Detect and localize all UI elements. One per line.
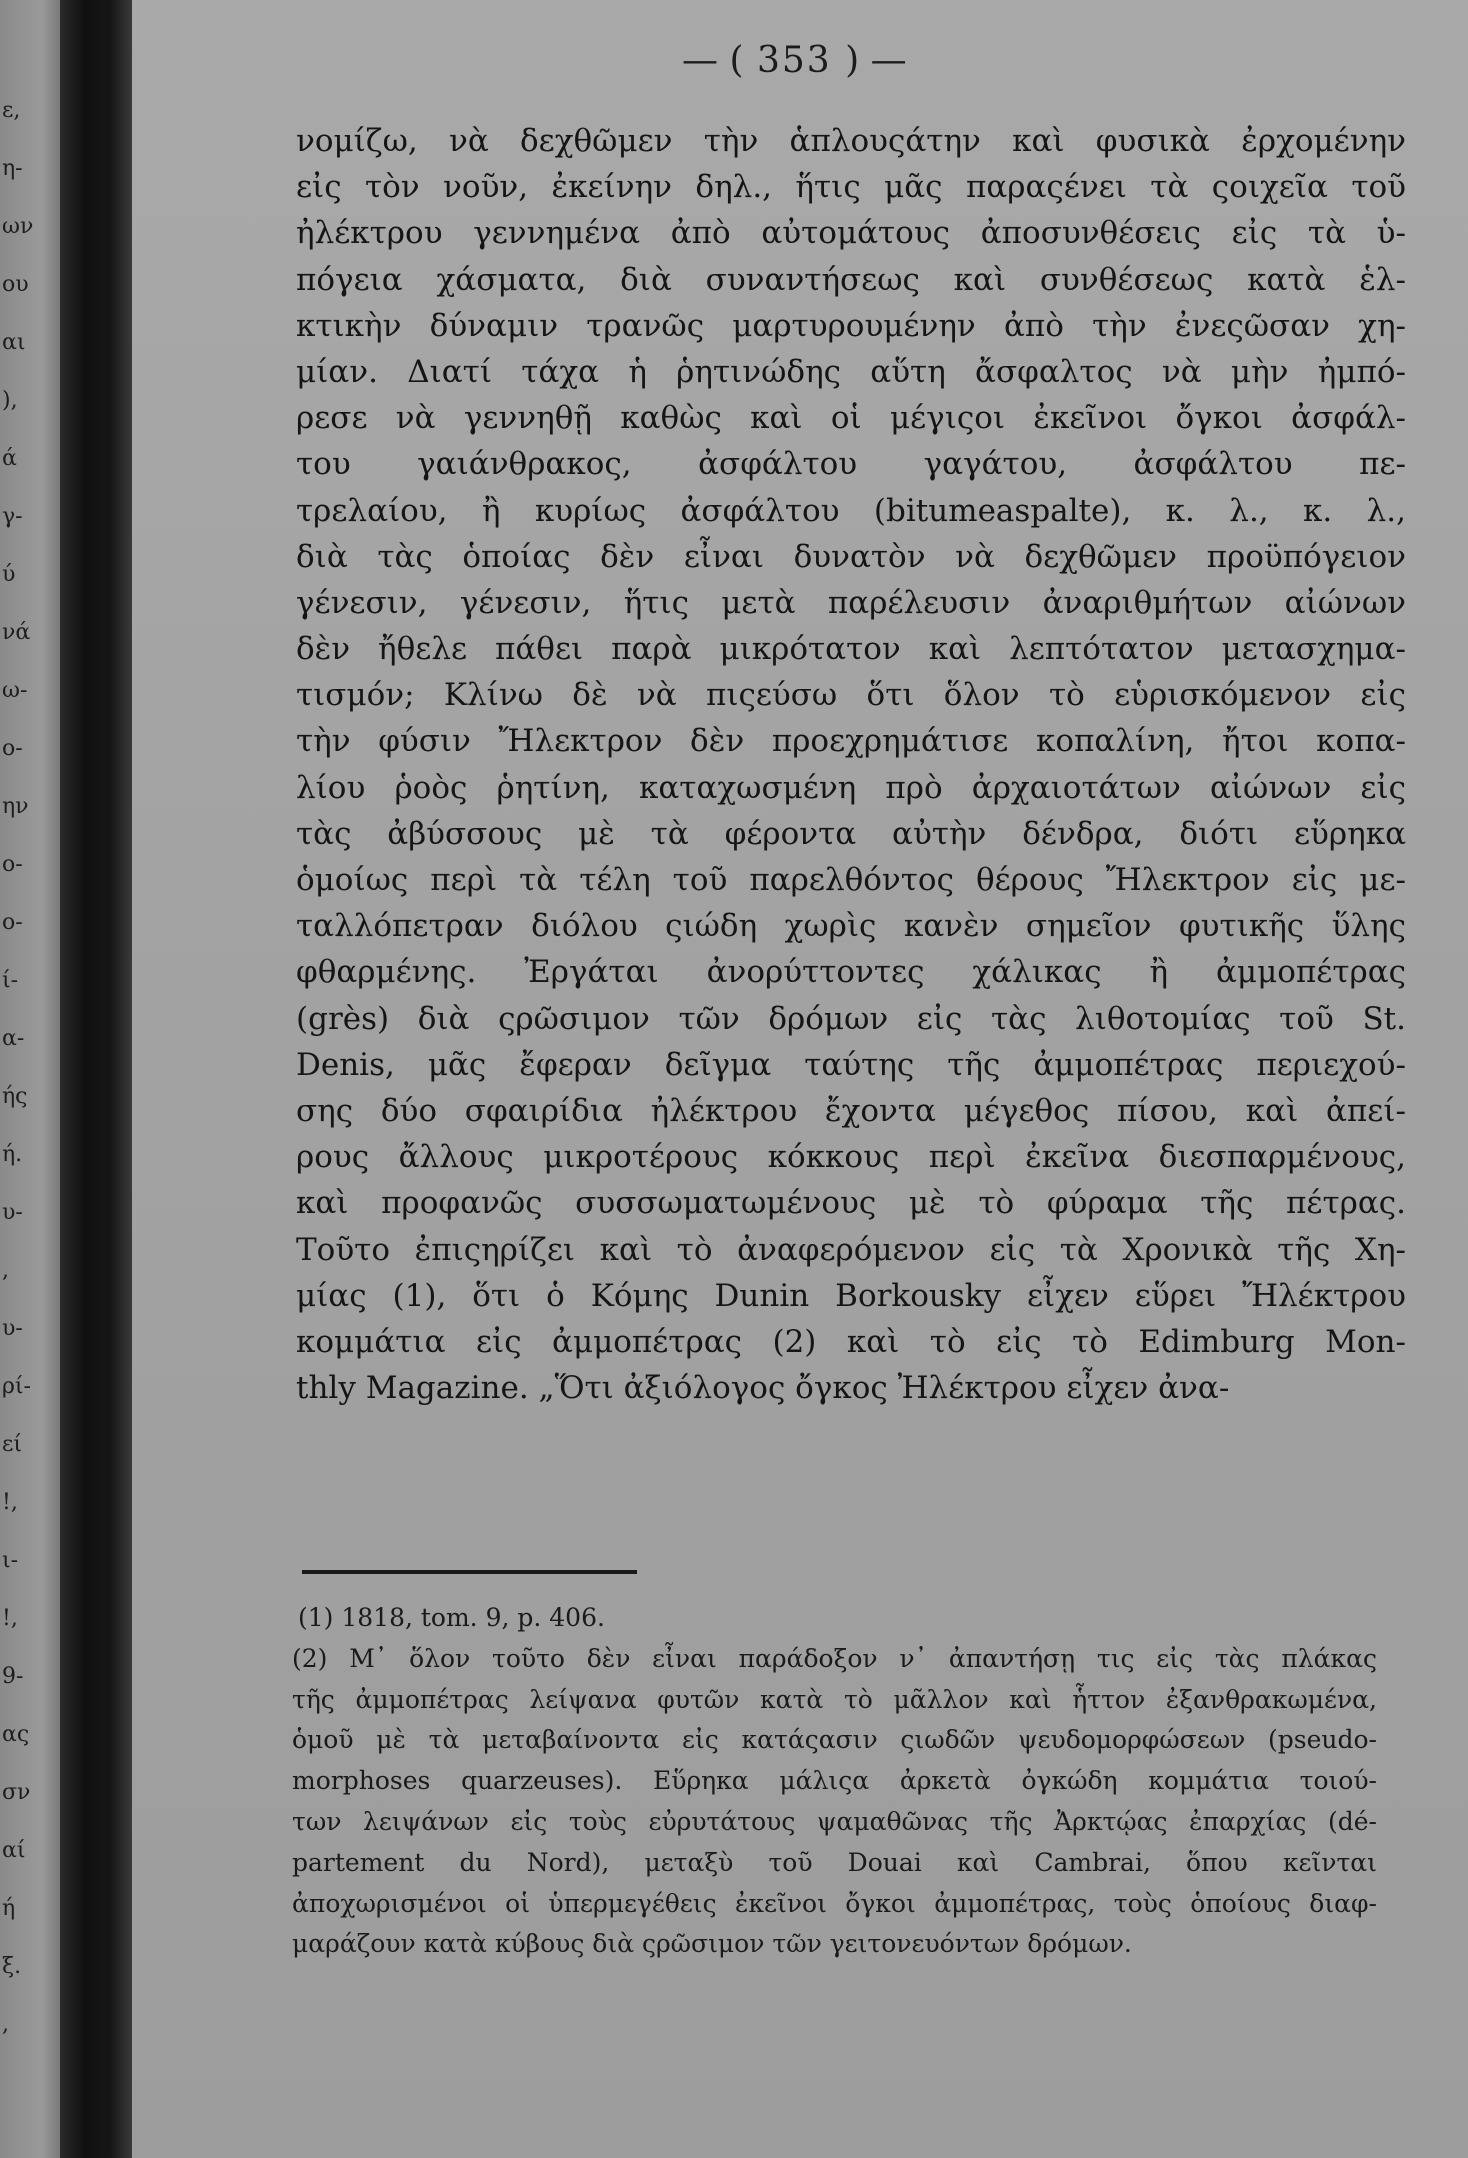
body-line: τὰς ἀβύσσους μὲ τὰ φέροντα αὐτὴν δένδρα, διότι εὕρηκα: [296, 815, 1406, 852]
left-page-fragment: αι: [2, 330, 26, 355]
left-page-fragment: ή: [2, 1896, 16, 1921]
left-page-fragment: α-: [2, 1026, 25, 1051]
left-page-fragment: ω-: [2, 678, 28, 703]
body-line: φθαρμένης. Ἐργάται ἀνορύττοντες χάλικας ἢ ἀμμοπέτρας: [296, 954, 1406, 991]
body-line: Τοῦτο ἐπιςηρίζει καὶ τὸ ἀναφερόμενον εἰς τὰ Χρονικὰ τῆς Χη-: [296, 1231, 1406, 1268]
footnote-line: ἀποχωρισμένοι οἱ ὑπερμεγέθεις ἐκεῖνοι ὄγκοι ἀμμοπέτρας, τοὺς ὁποίους διαφ-: [292, 1888, 1377, 1918]
body-line: σης δύο σφαιρίδια ἠλέκτρου ἔχοντα μέγεθος πίσου, καὶ ἀπεί-: [296, 1092, 1406, 1129]
left-page-fragment: ο-: [2, 910, 23, 935]
header-close: ) —: [845, 40, 907, 81]
left-page-fragment: ής: [2, 1084, 28, 1109]
body-line: thly Magazine. „Ὅτι ἀξιόλογος ὄγκος Ἠλέκτρου εἶχεν ἀνα-: [296, 1370, 1230, 1407]
footnote-line: ὁμοῦ μὲ τὰ μεταβαίνοντα εἰς κατάςασιν ςιωδῶν ψευδομορφώσεων (pseudo-: [292, 1725, 1377, 1755]
footnote-line: (2) Μ᾽ ὅλον τοῦτο δὲν εἶναι παράδοξον ν᾽ ἀπαντήσῃ τις εἰς τὰς πλάκας: [292, 1643, 1377, 1673]
left-page-fragment: 9-: [2, 1664, 24, 1689]
body-line: κομμάτια εἰς ἀμμοπέτρας (2) καὶ τὸ εἰς τὸ Edimburg Mon-: [296, 1323, 1406, 1360]
body-line: ρους ἄλλους μικροτέρους κόκκους περὶ ἐκεῖνα διεσπαρμένους,: [296, 1139, 1406, 1176]
left-page-fragment: γ-: [2, 504, 23, 529]
left-page-fragment: ι-: [2, 1548, 19, 1573]
left-page-fragment: υ-: [2, 1316, 23, 1341]
footnotes: [292, 1598, 1377, 1965]
footnote-line: τῆς ἀμμοπέτρας λείψανα φυτῶν κατὰ τὸ μᾶλλον καὶ ἧττον ἐξανθρακωμένα,: [292, 1684, 1377, 1714]
body-line: κτικὴν δύναμιν τρανῶς μαρτυρουμένην ἀπὸ τὴν ἐνεςῶσαν χη-: [296, 307, 1406, 344]
page-header: [682, 40, 1022, 81]
body-line: ἠλέκτρου γεννημένα ἀπὸ αὐτομάτους ἀποσυνθέσεις εἰς τὰ ὑ-: [296, 215, 1406, 252]
left-page-fragment: ύ: [2, 562, 16, 587]
left-page-fragment: !,: [2, 1606, 18, 1631]
left-page-fragment: ου: [2, 272, 29, 297]
book-gutter: [60, 0, 132, 2158]
body-line: λίου ῥοὸς ῥητίνη, καταχωσμένη πρὸ ἀρχαιοτάτων αἰώνων εἰς: [296, 769, 1406, 806]
body-line: μίας (1), ὅτι ὁ Κόμης Dunin Borkousky εἶχεν εὕρει Ἤλέκτρου: [296, 1277, 1406, 1314]
header-open: — (: [682, 40, 744, 81]
body-line: πόγεια χάσματα, διὰ συναντήσεως καὶ συνθέσεως κατὰ ἑλ-: [296, 261, 1406, 298]
footnote-line: των λειψάνων εἰς τοὺς εὐρυτάτους ψαμαθῶνας τῆς Ἀρκτῴας ἐπαρχίας (dé-: [292, 1806, 1377, 1836]
left-page-fragment: σν: [2, 1780, 31, 1805]
left-page-fragment: νά: [2, 620, 31, 645]
body-line: του γαιάνθρακος, ἀσφάλτου γαγάτου, ἀσφάλτου πε-: [296, 446, 1406, 483]
left-page-fragment: ο-: [2, 852, 23, 877]
body-line: τὴν φύσιν Ἤλεκτρον δὲν προεχρημάτισε κοπαλίνη, ἤτοι κοπα-: [296, 723, 1406, 760]
left-page-fragment: ην: [2, 794, 29, 819]
body-line: δὲν ἤθελε πάθει παρὰ μικρότατον καὶ λεπτότατον μετασχημα-: [296, 631, 1406, 668]
body-line: γένεσιν, γένεσιν, ἥτις μετὰ παρέλευσιν ἀναριθμήτων αἰώνων: [296, 584, 1406, 621]
body-line: ταλλόπετραν διόλου ςιώδη χωρὶς κανὲν σημεῖον φυτικῆς ὕλης: [296, 908, 1406, 945]
left-page-fragment: η-: [2, 156, 23, 181]
left-page-fragment: ή.: [2, 1142, 23, 1167]
body-line: τισμόν; Κλίνω δὲ νὰ πιςεύσω ὅτι ὅλον τὸ εὑρισκόμενον εἰς: [296, 677, 1406, 714]
footnote-rule: [302, 1570, 637, 1574]
left-page-fragment: ,: [2, 1258, 9, 1283]
left-page-edge: [0, 0, 60, 2158]
body-line: ὁμοίως περὶ τὰ τέλη τοῦ παρελθόντος θέρους Ἤλεκτρον εἰς με-: [296, 862, 1406, 898]
body-line: καὶ προφανῶς συσσωματωμένους μὲ τὸ φύραμα τῆς πέτρας.: [296, 1185, 1406, 1222]
left-page-fragment: υ-: [2, 1200, 23, 1225]
body-text: [296, 118, 1406, 1411]
left-page-fragment: ων: [2, 214, 34, 239]
body-line: τρελαίου, ἢ κυρίως ἀσφάλτου (bitumeaspalte), κ. λ., κ. λ.,: [296, 492, 1406, 529]
footnote-line: partement du Nord), μεταξὺ τοῦ Douai καὶ Cambrai, ὅπου κεῖνται: [292, 1847, 1377, 1877]
body-line: νομίζω, νὰ δεχθῶμεν τὴν ἁπλουςάτην καὶ φυσικὰ ἐρχομένην: [296, 123, 1406, 159]
left-page-fragment: ξ.: [2, 1954, 22, 1979]
page-number: 353: [756, 40, 832, 81]
body-line: διὰ τὰς ὁποίας δὲν εἶναι δυνατὸν νὰ δεχθῶμεν προϋπόγειον: [296, 538, 1406, 575]
right-page: [132, 0, 1468, 2158]
body-line: μίαν. Διατί τάχα ἡ ῥητινώδης αὕτη ἄσφαλτος νὰ μὴν ἠμπό-: [296, 353, 1406, 390]
footnote-line: μαράζουν κατὰ κύβους διὰ ςρῶσιμον τῶν γειτονευόντων δρόμων.: [292, 1929, 1132, 1959]
left-page-fragment: ο-: [2, 736, 23, 761]
body-line: ρεσε νὰ γεννηθῇ καθὼς καὶ οἱ μέγιςοι ἐκεῖνοι ὄγκοι ἀσφάλ-: [296, 400, 1406, 437]
body-line: Denis, μᾶς ἔφεραν δεῖγμα ταύτης τῆς ἀμμοπέτρας περιεχού-: [296, 1046, 1406, 1083]
left-page-fragment: ,: [2, 2012, 9, 2037]
left-page-fragment: αί: [2, 1838, 26, 1863]
body-line: (grès) διὰ ςρῶσιμον τῶν δρόμων εἰς τὰς λιθοτομίας τοῦ St.: [296, 1000, 1406, 1037]
left-page-fragment: ας: [2, 1722, 30, 1747]
left-page-fragment: ),: [2, 388, 18, 413]
footnote-line: morphoses quarzeuses). Εὕρηκα μάλιςα ἀρκετὰ ὀγκώδη κομμάτια τοιού-: [292, 1766, 1377, 1796]
left-page-fragment: ά: [2, 446, 17, 471]
left-page-fragment: ε,: [2, 98, 21, 123]
body-line: εἰς τὸν νοῦν, ἐκείνην δηλ., ἥτις μᾶς παραςένει τὰ ςοιχεῖα τοῦ: [296, 169, 1406, 206]
left-page-fragment: εί: [2, 1432, 23, 1457]
footnote-line: (1) 1818, tom. 9, p. 406.: [298, 1603, 605, 1632]
left-page-fragment: ρί-: [2, 1374, 31, 1399]
left-page-fragment: ί-: [2, 968, 19, 993]
left-page-fragment: !,: [2, 1490, 18, 1515]
